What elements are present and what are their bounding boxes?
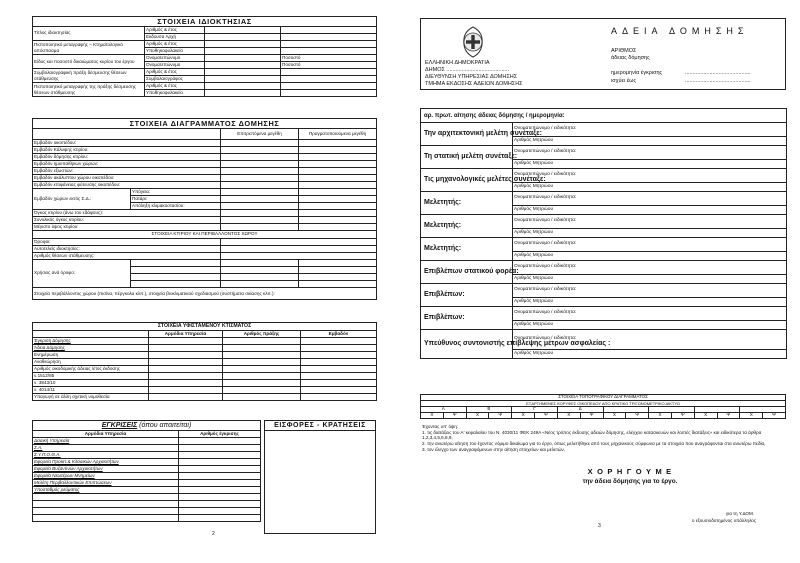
- person-label: Την αρχιτεκτονική μελέτη συνέταξε:: [421, 123, 513, 146]
- approve-title: Χ Ο Ρ Η Γ Ο Υ Μ Ε: [587, 467, 673, 476]
- use-cell[interactable]: [131, 281, 221, 288]
- approvals-title: ΕΓΚΡΙΣΕΙΣ: [101, 422, 138, 429]
- note-line: 1. τις διατάξεις του Α' κεφαλαίου του Ν. 4030/11 ΦΕΚ 249Α «Νέος τρόπος έκδοσης αδειών δόμησης, ελέγχου κατασκευών και λοιπές διατάξεις» και ειδικότερα τα άρθρα 1,2,3,4,5,6,8,9,: [422, 429, 762, 441]
- diagram-value[interactable]: [299, 189, 377, 196]
- existing-value[interactable]: [223, 394, 301, 401]
- topo-letter: Δ: [557, 407, 603, 413]
- topo-sub: ΕΞΑΡΤΗΜΕΝΕΣ ΚΟΡΥΦΕΣ ΟΙΚΟΠΕΔΟΥ ΑΠΟ ΚΡΑΤΙΚΟ ΤΡΙΓΩΝΟΜΕΤΡΙΚΟ ΔΙΚΤΥΟ: [421, 401, 786, 407]
- existing-value[interactable]: [149, 345, 223, 352]
- approval-value[interactable]: [179, 515, 261, 522]
- topo-x: Χ: [649, 413, 672, 419]
- existing-value[interactable]: [301, 380, 377, 387]
- existing-value[interactable]: [223, 387, 301, 394]
- page-number-2: 2: [212, 531, 215, 537]
- existing-title: ΣΤΟΙΧΕΙΑ ΥΦΙΣΤΑΜΕΝΟΥ ΚΤΙΣΜΑΤΟΣ: [33, 323, 377, 331]
- env-label: Στοιχεία περιβάλλοντος χώρου (πισίνα, πέργκολα κλπ.), στοιχεία βιοκλιματικού σχεδιασμού (συστήματα σκίασης κλπ.):: [33, 288, 377, 300]
- person-reg[interactable]: Αριθμός Μητρώου: [513, 321, 787, 330]
- person-reg[interactable]: Αριθμός Μητρώου: [513, 252, 787, 261]
- existing-row: ν. 3843/10: [33, 380, 149, 387]
- diagram-value[interactable]: [299, 182, 377, 189]
- owner-label-1: Πιστοποιητικό μεταγραφής – Κτηματολογικό απόσπασμα: [33, 41, 145, 55]
- existing-value[interactable]: [149, 373, 223, 380]
- owner-value[interactable]: [205, 69, 281, 76]
- person-name[interactable]: Ονοματεπώνυμο / ειδικότητα:: [513, 284, 787, 298]
- diagram-value[interactable]: [299, 217, 377, 224]
- ownership-title: ΣΤΟΙΧΕΙΑ ΙΔΙΟΚΤΗΣΙΑΣ: [33, 17, 377, 27]
- existing-row: Έγκριση Δόμησης: [33, 338, 149, 345]
- sign-line-2: ο εξουσιοδοτημένος υπάλληλος: [691, 518, 757, 523]
- building-row: Αυτοτελείς ιδιοκτησίες:: [33, 246, 221, 253]
- diagram-value[interactable]: [221, 217, 299, 224]
- owner-value[interactable]: [205, 48, 281, 55]
- building-row: Αριθμός θέσεων στάθμευσης:: [33, 253, 221, 260]
- owner-value[interactable]: [205, 55, 281, 62]
- person-name[interactable]: Ονοματεπώνυμο / ειδικότητα:: [513, 261, 787, 275]
- existing-value[interactable]: [301, 338, 377, 345]
- use-cell[interactable]: [299, 281, 377, 288]
- approvals-table: [32, 420, 261, 522]
- topographic-table: [420, 394, 786, 419]
- diagram-row: Εμβαδόν επιφάνειας φύτευσης οικοπέδου:: [33, 182, 221, 189]
- approval-row: Μελέτη Περιβαλλοντικών Επιπτώσεων: [33, 480, 179, 487]
- person-name[interactable]: Ονοματεπώνυμο / ειδικότητα:: [513, 123, 787, 137]
- diagram-value[interactable]: [221, 154, 299, 161]
- person-reg[interactable]: Αριθμός Μητρώου: [513, 275, 787, 284]
- approvals-col: Αριθμός έγκρισης: [179, 431, 261, 438]
- owner-value[interactable]: [281, 76, 377, 83]
- note-line: Έχοντας υπ' όψη:: [422, 424, 459, 429]
- topo-y: Ψ: [580, 413, 603, 419]
- topo-x: Χ: [466, 413, 489, 419]
- owner-value[interactable]: [205, 41, 281, 48]
- existing-value[interactable]: [149, 380, 223, 387]
- existing-value[interactable]: [301, 394, 377, 401]
- diagram-value[interactable]: [221, 140, 299, 147]
- approval-value[interactable]: [179, 508, 261, 515]
- approval-value[interactable]: [179, 452, 261, 459]
- fees-table: [264, 420, 376, 534]
- fees-title: ΕΙΣΦΟΡΕΣ - ΚΡΑΤΗΣΕΙΣ: [265, 421, 376, 431]
- approvals-note: (όπου απαιτείται): [139, 422, 192, 429]
- approval-row: Εφορεία Νεωτέρων Μνημείων: [33, 473, 179, 480]
- person-reg[interactable]: Αριθμός Μητρώου: [513, 206, 787, 215]
- owner-value[interactable]: [205, 34, 281, 41]
- owner-label-2: Είδος και ποσοστό δικαιώματος κυρίου του έργου: [33, 55, 145, 69]
- republic-label: ΕΛΛΗΝΙΚΗ ΔΗΜΟΚΡΑΤΙΑ: [425, 60, 490, 66]
- topo-title: ΣΤΟΙΧΕΙΑ ΤΟΠΟΓΡΑΦΙΚΟΥ ΔΙΑΓΡΑΜΜΑΤΟΣ: [421, 395, 786, 401]
- directorate-label: ΔΙΕΥΘΥΝΣΗ ΥΠΗΡΕΣΙΑΣ ΔΟΜΗΣΗΣ: [425, 74, 518, 80]
- existing-value[interactable]: [223, 338, 301, 345]
- ownership-table: [32, 16, 377, 97]
- approval-row: Υποσταθμός ρεύματος: [33, 487, 179, 494]
- permit-header: [420, 18, 786, 90]
- topo-y: Ψ: [626, 413, 649, 419]
- approval-value[interactable]: [179, 487, 261, 494]
- topo-y: Ψ: [671, 413, 694, 419]
- person-reg[interactable]: Αριθμός Μητρώου: [513, 183, 787, 192]
- diagram-value[interactable]: [221, 182, 299, 189]
- approval-value[interactable]: [33, 515, 179, 522]
- owner-value[interactable]: [205, 83, 281, 90]
- diagram-row: Συνολικός όγκος κτιρίου:: [33, 217, 221, 224]
- topo-y: Ψ: [763, 413, 786, 419]
- use-cell[interactable]: [221, 267, 299, 274]
- approval-value[interactable]: [179, 466, 261, 473]
- owner-share: Ποσοστό: [281, 62, 377, 69]
- approvals-header: [33, 421, 261, 431]
- person-label: Τις μηχανολογικές μελέτες συνέταξε:: [421, 169, 513, 192]
- diagram-value[interactable]: [221, 210, 299, 217]
- diagram-row: Μέγιστο ύψος κτιρίου:: [33, 224, 221, 231]
- existing-value[interactable]: [149, 387, 223, 394]
- person-label: Επιβλέπων:: [421, 284, 513, 307]
- existing-value[interactable]: [301, 387, 377, 394]
- diagram-value[interactable]: [299, 196, 377, 203]
- page-number-3: 3: [598, 523, 601, 529]
- sign-line-1: για τη Υ.ΔΟΜ.: [725, 511, 755, 516]
- diagram-value[interactable]: [299, 175, 377, 182]
- person-reg[interactable]: Αριθμός Μητρώου: [513, 298, 787, 307]
- diagram-title: ΣΤΟΙΧΕΙΑ ΔΙΑΓΡΑΜΜΑΤΟΣ ΔΟΜΗΣΗΣ: [33, 119, 377, 129]
- existing-row: ν.1512/85: [33, 373, 149, 380]
- owner-value[interactable]: [281, 27, 377, 34]
- diagram-table: [32, 118, 377, 300]
- building-value[interactable]: [221, 253, 377, 260]
- existing-value[interactable]: [149, 366, 223, 373]
- person-reg[interactable]: Αριθμός Μητρώου: [513, 137, 787, 146]
- diagram-row: Εμβαδόν εξωστών:: [33, 168, 221, 175]
- existing-value[interactable]: [149, 394, 223, 401]
- diagram-value[interactable]: [221, 175, 299, 182]
- existing-value[interactable]: [149, 338, 223, 345]
- topo-x: Χ: [694, 413, 717, 419]
- approval-row: Σ.Α.: [33, 445, 179, 452]
- fees-body[interactable]: [265, 431, 376, 534]
- owner-label-0: Τίτλος ιδιοκτησίας: [33, 27, 145, 41]
- existing-value[interactable]: [223, 373, 301, 380]
- owner-label-4: Πιστοποιητικό μεταγραφής της πράξης δέσμευσης θέσεων στάθμευσης: [33, 83, 145, 97]
- valid-until-label: ισχύει έως: [611, 78, 637, 84]
- existing-value[interactable]: [301, 373, 377, 380]
- existing-value[interactable]: [149, 352, 223, 359]
- use-per-floor-label: Χρήσεις ανά όροφο:: [33, 260, 131, 288]
- use-cell[interactable]: [221, 281, 299, 288]
- person-name[interactable]: Ονοματεπώνυμο / ειδικότητα:: [513, 169, 787, 183]
- person-name[interactable]: Ονοματεπώνυμο / ειδικότητα:: [513, 146, 787, 160]
- existing-value[interactable]: [223, 352, 301, 359]
- owner-value[interactable]: [281, 41, 377, 48]
- existing-row: Υπαγωγή σε άλλη σχετική νομοθεσία: [33, 394, 149, 401]
- diagram-row: Όγκος κτιρίου (άνω του εδάφους):: [33, 210, 221, 217]
- existing-row: Ενημέρωση: [33, 352, 149, 359]
- valid-until-field[interactable]: ...........................................: [685, 78, 751, 84]
- diagram-value[interactable]: [299, 147, 377, 154]
- topo-letter: Β: [466, 407, 512, 413]
- approval-value[interactable]: [179, 459, 261, 466]
- approval-value[interactable]: [179, 501, 261, 508]
- approval-row: Εφορεία Βυζαντινών Αρχαιοτήτων: [33, 466, 179, 473]
- building-value[interactable]: [221, 239, 377, 246]
- municipality-label: ΔΗΜΟΣ .........................................: [425, 67, 510, 73]
- note-line: 2. την ανωτέρω αίτηση του έχοντος νόμιμο δικαίωμα για το έργο, όπως μελετήθηκε από τους μηχανικούς σύμφωνα με τα στοιχεία που αναγράφονται στα ανωτέρω πεδία,: [422, 441, 766, 447]
- use-cell[interactable]: [299, 260, 377, 267]
- topo-x: Χ: [557, 413, 580, 419]
- diagram-row: Εμβαδόν ακάλυπτου χώρου οικοπέδου:: [33, 175, 221, 182]
- existing-value[interactable]: [223, 345, 301, 352]
- diagram-value[interactable]: [299, 154, 377, 161]
- owner-value[interactable]: [205, 27, 281, 34]
- diagram-value[interactable]: [299, 161, 377, 168]
- owner-field: Εκδουσα Αρχή: [145, 34, 205, 41]
- outside-sub: Υπόγεια:: [131, 189, 221, 196]
- owner-value[interactable]: [281, 34, 377, 41]
- existing-value[interactable]: [223, 359, 301, 366]
- approval-value[interactable]: [33, 508, 179, 515]
- diagram-value[interactable]: [221, 196, 299, 203]
- existing-value[interactable]: [301, 366, 377, 373]
- topo-letter: Α: [421, 407, 467, 413]
- note-line: 3. τον έλεγχο των αναγραφόμενων στην αίτηση στοιχείων και μελετών,: [422, 446, 565, 452]
- approval-date-label: ημερομηνία έγκρισης: [611, 70, 663, 76]
- permit-title: ΑΔΕΙΑ ΔΟΜΗΣΗΣ: [611, 26, 749, 36]
- person-label: Επιβλέπων:: [421, 307, 513, 330]
- owner-value[interactable]: [281, 48, 377, 55]
- building-row: Όροφοι:: [33, 239, 221, 246]
- diagram-value[interactable]: [221, 168, 299, 175]
- person-reg[interactable]: Αριθμός Μητρώου: [513, 229, 787, 238]
- person-name[interactable]: Ονοματεπώνυμο / ειδικότητα:: [513, 192, 787, 206]
- approval-value[interactable]: [33, 501, 179, 508]
- person-name[interactable]: Ονοματεπώνυμο / ειδικότητα:: [513, 238, 787, 252]
- topo-y: Ψ: [717, 413, 740, 419]
- existing-col: Εμβαδόν: [301, 331, 377, 338]
- person-label: Μελετητής:: [421, 215, 513, 238]
- owner-field: Αριθμός & έτος: [145, 69, 205, 76]
- department-label: ΤΜΗΜΑ ΕΚΔΟΣΗΣ ΑΔΕΙΩΝ ΔΟΜΗΣΗΣ: [425, 81, 523, 87]
- existing-row: Αναθεώρηση: [33, 359, 149, 366]
- person-label: Μελετητής:: [421, 192, 513, 215]
- diagram-row: Εμβαδόν δόμησης κτιρίου:: [33, 154, 221, 161]
- owner-field: Ονοματεπώνυμο: [145, 62, 205, 69]
- col-realized: Πραγματοποιούμενα μεγέθη: [299, 129, 377, 140]
- existing-col: Αριθμός πράξης: [223, 331, 301, 338]
- outside-area-label: Εμβαδόν χώρων εκτός Σ.Δ.:: [33, 189, 131, 210]
- person-label: Υπεύθυνος συντονιστής επίβλεψης μέτρων ασφαλείας :: [421, 330, 513, 359]
- existing-row: Άδεια Δόμησης: [33, 345, 149, 352]
- notes-block: [422, 424, 786, 453]
- approval-row: Σ.Υ.Π.Ο.Θ.Α.: [33, 452, 179, 459]
- use-cell[interactable]: [299, 274, 377, 281]
- diagram-value[interactable]: [299, 210, 377, 217]
- diagram-value[interactable]: [299, 140, 377, 147]
- page-3: [400, 0, 800, 563]
- use-cell[interactable]: [299, 267, 377, 274]
- topo-x: Χ: [740, 413, 763, 419]
- building-env-title: ΣΤΟΙΧΕΙΑ ΚΤΙΡΙΟΥ ΚΑΙ ΠΕΡΙΒΑΛΛΟΝΤΟΣ ΧΩΡΟΥ: [33, 231, 377, 239]
- owner-field: Ονοματεπώνυμο: [145, 55, 205, 62]
- diagram-value[interactable]: [221, 147, 299, 154]
- approval-value[interactable]: [179, 494, 261, 501]
- existing-value[interactable]: [223, 366, 301, 373]
- owner-value[interactable]: [281, 90, 377, 97]
- application-label: αρ. πρωτ. αίτησης άδειας δόμησης / ημερομηνία:: [421, 109, 787, 123]
- diagram-row: Εμβαδόν οικοπέδου:: [33, 140, 221, 147]
- approval-value[interactable]: [179, 473, 261, 480]
- outside-sub: Πατάρι:: [131, 196, 221, 203]
- use-cell[interactable]: [131, 267, 221, 274]
- approval-value[interactable]: [179, 445, 261, 452]
- topo-y: Ψ: [535, 413, 558, 419]
- col-permitted: Επιτρεπόμενα μεγέθη: [221, 129, 299, 140]
- use-cell[interactable]: [221, 260, 299, 267]
- existing-col: Αρμόδια Υπηρεσία: [149, 331, 223, 338]
- permit-sub: άδειας δόμησης: [611, 55, 650, 61]
- person-reg[interactable]: Αριθμός Μητρώου: [513, 160, 787, 169]
- engineers-table: [420, 108, 787, 359]
- owner-share: Ποσοστό: [281, 55, 377, 62]
- diagram-value[interactable]: [299, 203, 377, 210]
- use-cell[interactable]: [131, 260, 221, 267]
- person-reg[interactable]: Αριθμός Μητρώου: [513, 350, 787, 359]
- owner-field: Συμβολαιογράφος: [145, 76, 205, 83]
- topo-y: Ψ: [489, 413, 512, 419]
- topo-letter: Γ: [512, 407, 558, 413]
- owner-value[interactable]: [205, 76, 281, 83]
- owner-field: Υποθηκοφυλακείο: [145, 48, 205, 55]
- diagram-value[interactable]: [221, 224, 299, 231]
- owner-field: Αριθμός & έτος: [145, 83, 205, 90]
- approval-value[interactable]: [179, 438, 261, 445]
- approve-sub: την άδεια δόμησης για το έργο.: [582, 478, 678, 485]
- existing-value[interactable]: [149, 359, 223, 366]
- use-cell[interactable]: [221, 274, 299, 281]
- approval-date-field[interactable]: ...........................................: [685, 70, 751, 76]
- existing-building-table: [32, 322, 377, 401]
- person-label: Επιβλέπων στατικού φορέα:: [421, 261, 513, 284]
- diagram-row: Εμβαδόν Κάλυψης κτιρίου:: [33, 147, 221, 154]
- existing-value[interactable]: [301, 359, 377, 366]
- existing-value[interactable]: [223, 380, 301, 387]
- owner-field: Υποθηκοφυλακείο: [145, 90, 205, 97]
- topo-y: Ψ: [443, 413, 466, 419]
- diagram-value[interactable]: [221, 203, 299, 210]
- diagram-value[interactable]: [221, 189, 299, 196]
- approval-value[interactable]: [33, 494, 179, 501]
- existing-row: ν. 4014/11: [33, 387, 149, 394]
- approval-row: Εφορεία Προϊστ.& Κλασικών Αρχαιοτήτων: [33, 459, 179, 466]
- greek-emblem-icon: [457, 25, 489, 59]
- person-name[interactable]: Ονοματεπώνυμο / ειδικότητα:: [513, 307, 787, 321]
- building-value[interactable]: [221, 246, 377, 253]
- permit-number-label: ΑΡΙΘΜΟΣ: [611, 48, 637, 54]
- existing-value[interactable]: [301, 345, 377, 352]
- person-label: Τη στατική μελέτη συνέταξε:: [421, 146, 513, 169]
- person-name[interactable]: Ονοματεπώνυμο / ειδικότητα:: [513, 330, 787, 350]
- topo-x: Χ: [512, 413, 535, 419]
- diagram-row: Εμβαδόν ημιυπαίθριων χώρων:: [33, 161, 221, 168]
- topo-x: Χ: [603, 413, 626, 419]
- approval-value[interactable]: [179, 480, 261, 487]
- owner-value[interactable]: [281, 83, 377, 90]
- owner-field: Αριθμός & έτος: [145, 41, 205, 48]
- diagram-value[interactable]: [221, 161, 299, 168]
- use-cell[interactable]: [131, 274, 221, 281]
- approvals-col: Αρμόδια Υπηρεσία: [33, 431, 179, 438]
- approval-row: Δασική Υπηρεσία: [33, 438, 179, 445]
- outside-sub: Απόληξη κλιμακοστασίου:: [131, 203, 221, 210]
- diagram-value[interactable]: [299, 168, 377, 175]
- owner-value[interactable]: [205, 62, 281, 69]
- topo-x: Χ: [421, 413, 444, 419]
- person-name[interactable]: Ονοματεπώνυμο / ειδικότητα:: [513, 215, 787, 229]
- owner-value[interactable]: [205, 90, 281, 97]
- owner-field: Αριθμός & έτος: [145, 27, 205, 34]
- diagram-value[interactable]: [299, 224, 377, 231]
- owner-label-3: Συμβολαιογραφική πράξη δέσμευσης θέσεων στάθμευσης: [33, 69, 145, 83]
- existing-value[interactable]: [301, 352, 377, 359]
- existing-row: Αριθμός οικοδομικής άδειας /έτος έκδοσης: [33, 366, 149, 373]
- person-label: Μελετητής:: [421, 238, 513, 261]
- owner-value[interactable]: [281, 69, 377, 76]
